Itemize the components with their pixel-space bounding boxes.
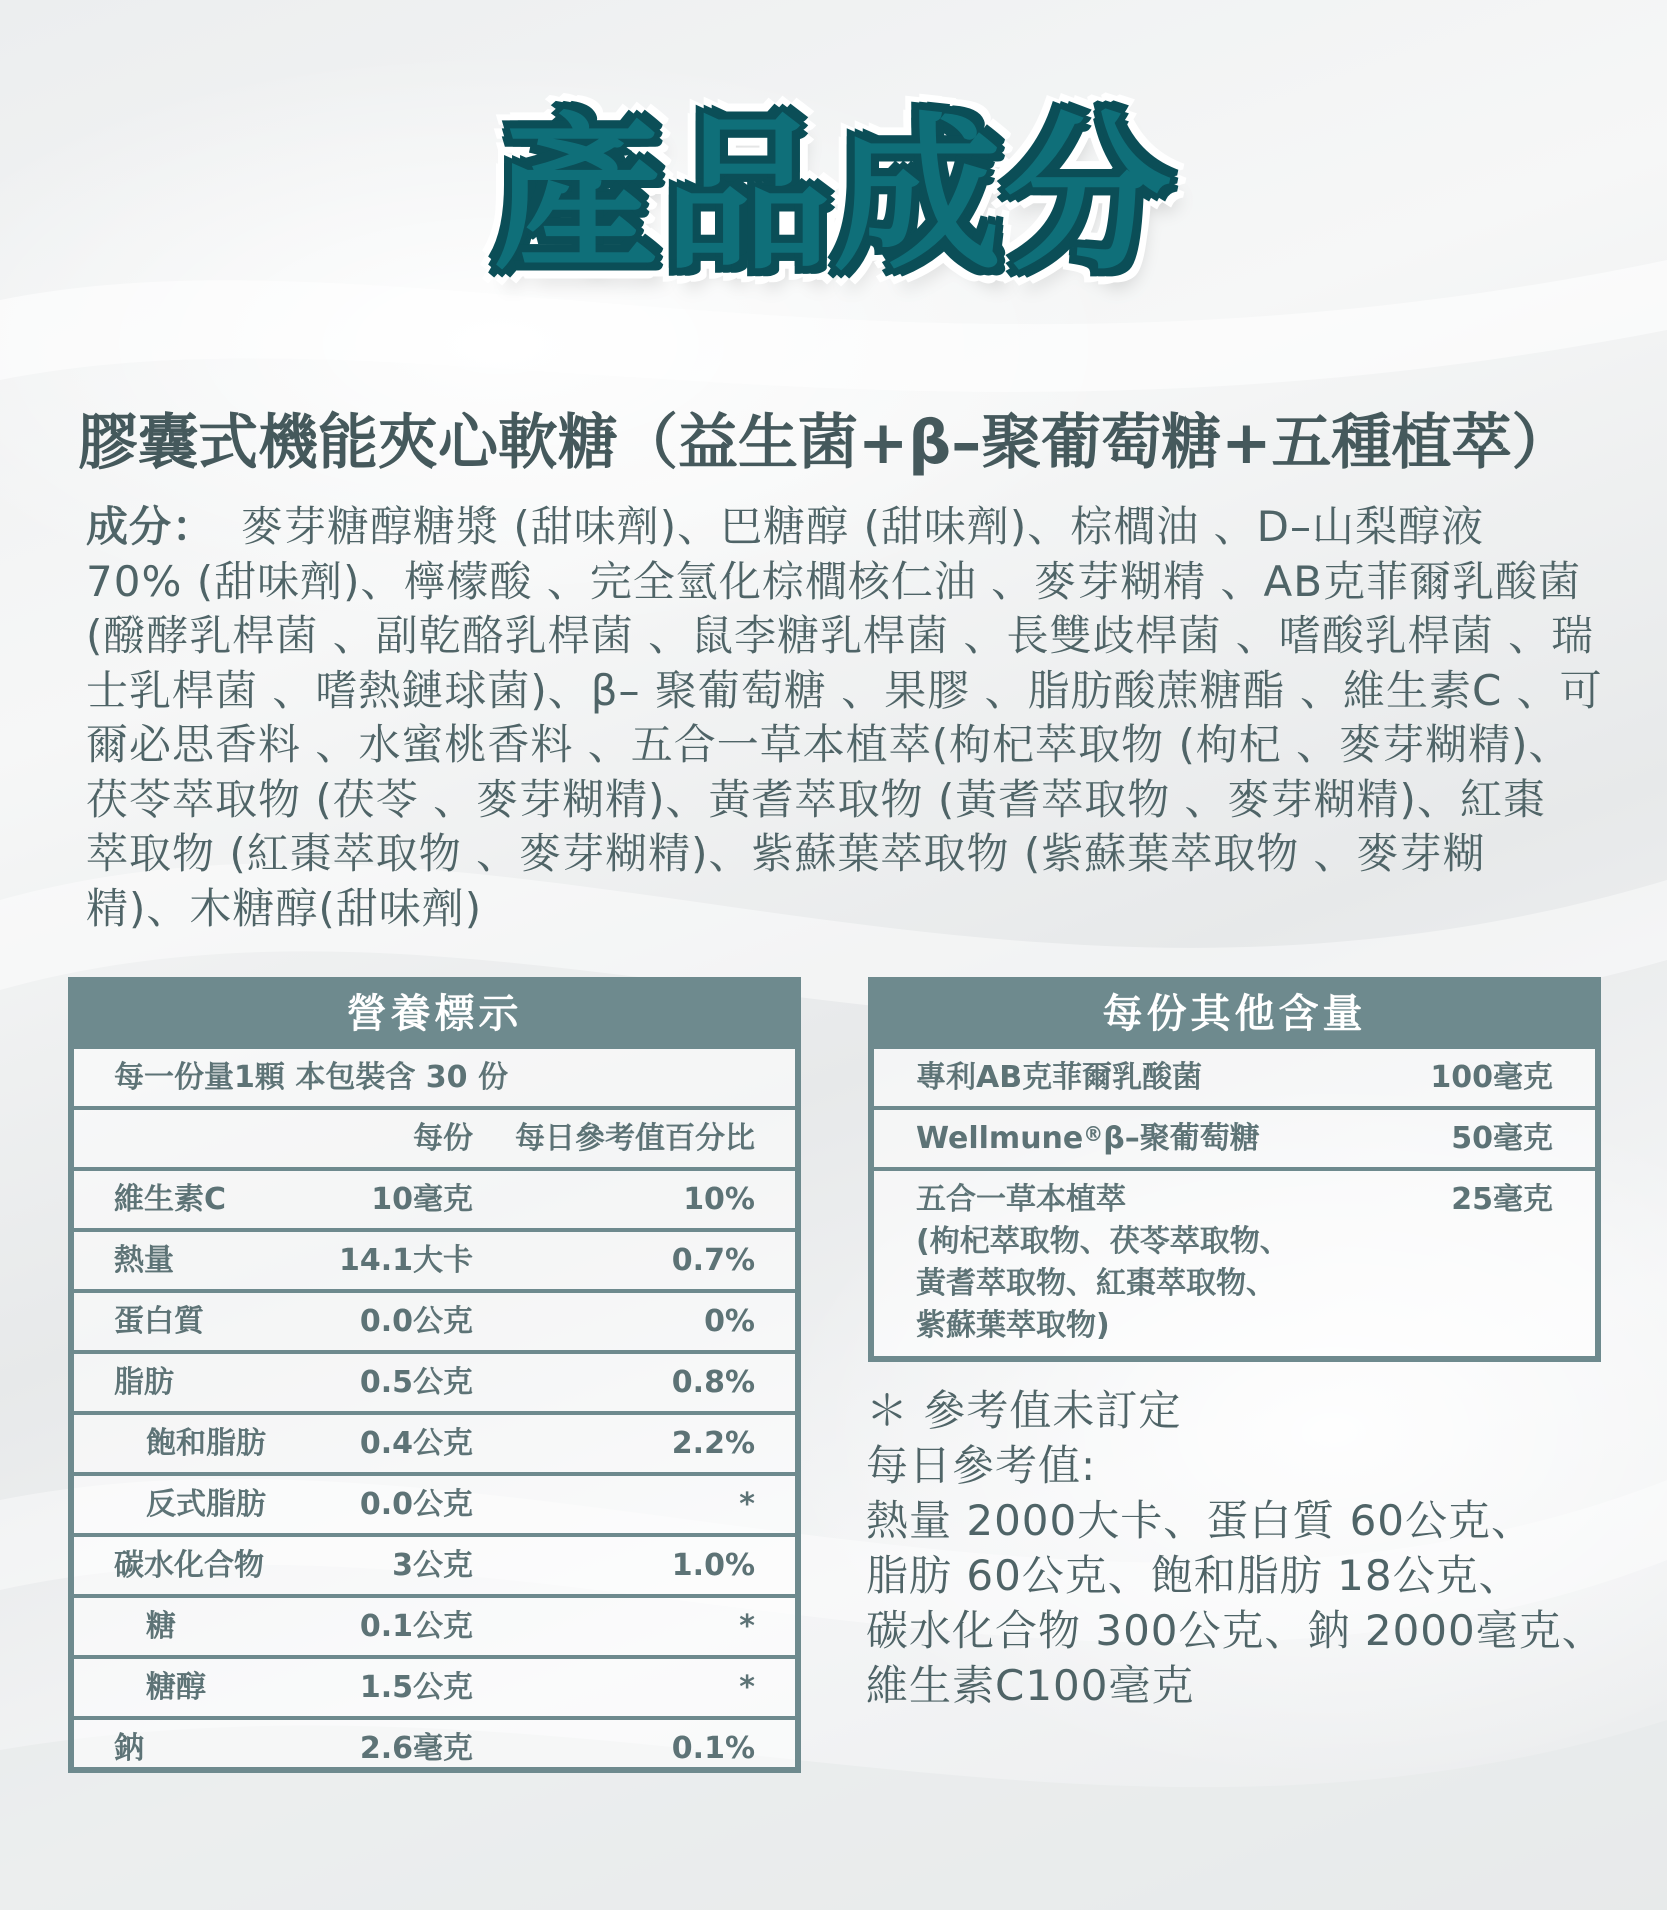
ingredients-line: 70% (甜味劑)、檸檬酸 、完全氫化棕櫚核仁油 、麥芽糊精 、AB克菲爾乳酸菌 [86,556,1582,606]
note-line: 脂肪 60公克、飽和脂肪 18公克、 [866,1551,1522,1600]
table-row [874,1167,1595,1358]
nutrient-per: 3公克 [392,1548,473,1583]
column-header-row [74,1106,795,1167]
reference-notes [866,1383,1656,1713]
nutrient-per: 1.5公克 [359,1670,473,1705]
content-name: 五合一草本植萃 (枸杞萃取物、茯苓萃取物、 黃耆萃取物、紅棗萃取物、 紫蘇葉萃取物) [916,1182,1290,1343]
table-row [74,1289,795,1350]
nutrition-table [68,977,801,1773]
col-per-serving: 每份 [413,1121,473,1156]
nutrient-per: 10毫克 [371,1182,473,1217]
nutrient-per: 14.1大卡 [338,1243,473,1278]
table-row [74,1350,795,1411]
table-row [874,1106,1595,1167]
page-title [0,95,1667,295]
content-value: 50毫克 [1451,1121,1553,1156]
nutrient-name: 糖醇 [146,1670,206,1705]
nutrient-dv: * [739,1487,755,1522]
nutrient-name: 飽和脂肪 [146,1426,266,1461]
note-line: 碳水化合物 300公克、鈉 2000毫克、 [866,1606,1605,1655]
nutrient-dv: * [739,1670,755,1705]
table-row [74,1594,795,1655]
ingredients-line: 萃取物 (紅棗萃取物 、麥芽糊精)、紫蘇葉萃取物 (紫蘇葉萃取物 、麥芽糊 [86,829,1486,878]
ingredients-line: 茯苓萃取物 (茯苓 、麥芽糊精)、黃耆萃取物 (黃耆萃取物 、麥芽糊精)、紅棗 [86,774,1546,824]
content-name: 專利AB克菲爾乳酸菌 [916,1060,1203,1095]
nutrient-name: 熱量 [114,1243,174,1278]
nutrient-dv: 1.0% [671,1548,755,1583]
ingredients-line: (醱酵乳桿菌 、副乾酪乳桿菌 、鼠李糖乳桿菌 、長雙歧桿菌 、嗜酸乳桿菌 、瑞 [86,611,1595,660]
nutrient-name: 碳水化合物 [114,1548,264,1583]
serving-text: 每一份量1顆 本包裝含 30 份 [114,1060,508,1095]
table-row [74,1716,795,1777]
nutrient-name: 糖 [146,1609,176,1644]
registered-mark: ® [1083,1122,1104,1146]
nutrient-name: 脂肪 [114,1365,174,1400]
table-row [74,1167,795,1228]
ingredients-block [86,500,1616,936]
ingredients-line: 精)、木糖醇(甜味劑) [86,883,483,933]
product-name: 膠囊式機能夾心軟糖（益生菌+β–聚葡萄糖+五種植萃） [78,408,1572,478]
nutrient-dv: 0.8% [671,1365,755,1400]
ingredients-line: 爾必思香料 、水蜜桃香料 、五合一草本植萃(枸杞萃取物 (枸杞 、麥芽糊精)、 [86,720,1572,769]
table-row [74,1472,795,1533]
nutrient-name: 維生素C [114,1182,227,1217]
nutrient-per: 2.6毫克 [359,1731,473,1766]
nutrient-dv: 10% [683,1182,755,1217]
table-row [74,1411,795,1472]
content-value: 100毫克 [1430,1060,1553,1095]
nutrient-dv: 2.2% [671,1426,755,1461]
serving-row [74,1045,795,1106]
note-line: ＊ 參考值未訂定 [866,1386,1182,1435]
ingredients-line: 士乳桿菌 、嗜熱鏈球菌)、β– 聚葡萄糖 、果膠 、脂肪酸蔗糖酯 、維生素C 、可 [86,665,1603,715]
col-daily-value: 每日參考值百分比 [515,1121,755,1156]
nutrient-name: 蛋白質 [114,1304,204,1339]
table-row [74,1533,795,1594]
nutrient-per: 0.0公克 [359,1304,473,1339]
nutrient-per: 0.4公克 [359,1426,473,1461]
content-name: Wellmune®β–聚葡萄糖 [916,1121,1260,1156]
content-value: 25毫克 [1451,1182,1553,1217]
nutrient-name: 反式脂肪 [146,1487,266,1522]
nutrient-dv: * [739,1609,755,1644]
other-content-heading: 每份其他含量 [874,983,1595,1045]
page-title-text: 產品成分 [493,97,1174,293]
table-row [74,1228,795,1289]
nutrient-dv: 0.7% [671,1243,755,1278]
table-row [74,1655,795,1716]
ingredients-line: 成分： 麥芽糖醇糖漿 (甜味劑)、巴糖醇 (甜味劑)、棕櫚油 、D–山梨醇液 [86,502,1484,551]
nutrient-per: 0.0公克 [359,1487,473,1522]
nutrient-dv: 0% [704,1304,755,1339]
nutrient-per: 0.1公克 [359,1609,473,1644]
other-content-table [868,977,1601,1362]
note-line: 維生素C100毫克 [866,1661,1195,1710]
table-row [874,1045,1595,1106]
nutrition-heading: 營養標示 [74,983,795,1045]
note-line: 每日參考值: [866,1441,1097,1490]
note-line: 熱量 2000大卡、蛋白質 60公克、 [866,1496,1535,1545]
ingredients-label: 成分： [86,502,216,551]
nutrient-dv: 0.1% [671,1731,755,1766]
nutrient-name: 鈉 [114,1731,144,1766]
nutrient-per: 0.5公克 [359,1365,473,1400]
